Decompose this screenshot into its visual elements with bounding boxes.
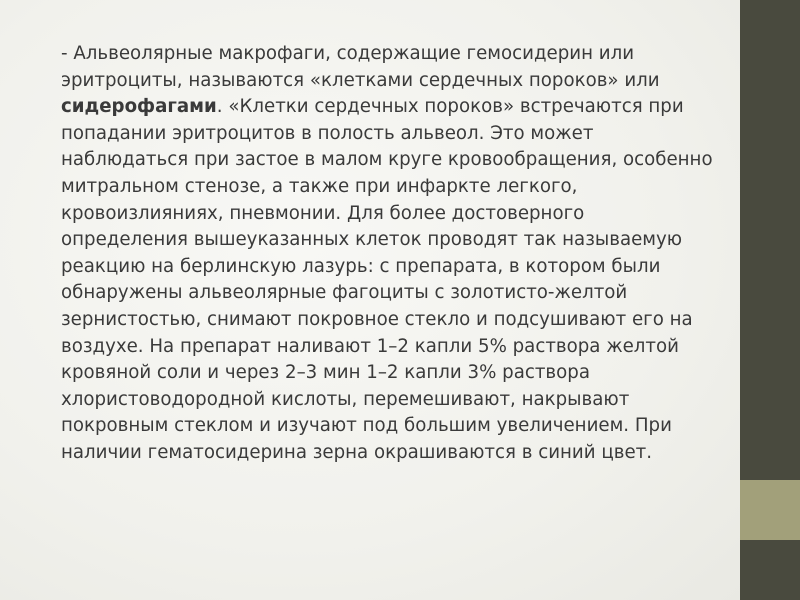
right-accent-block	[740, 480, 800, 540]
paragraph-lead-text: - Альвеолярные макрофаги, содержащие гемосидерин или эритроциты, называются «клетками сердечных пороков» или	[61, 43, 660, 91]
paragraph-bold-term: сидерофагами	[61, 96, 217, 118]
body-paragraph	[61, 41, 713, 467]
paragraph-rest-text: . «Клетки сердечных пороков» встречаются при попадании эритроцитов в полость альвеол. Это может наблюдаться при застое в малом круге кровообращения, особенно митральном стенозе, а также при инфаркте легкого, кровоизлияниях, пневмонии. Для более достоверного определения вышеуказанных клеток проводят так называемую реакцию на берлинскую лазурь: с препарата, в котором были обнаружены альвеолярные фагоциты с золотисто-желтой зернистостью, снимают покровное стекло и подсушивают его на воздухе. На препарат наливают 1–2 капли 5% раствора желтой кровяной соли и через 2–3 мин 1–2 капли 3% раствора хлористоводородной кислоты, перемешивают, накрывают покровным стеклом и изучают под большим увеличением. При наличии гематосидерина зерна окрашиваются в синий цвет.	[61, 96, 713, 463]
